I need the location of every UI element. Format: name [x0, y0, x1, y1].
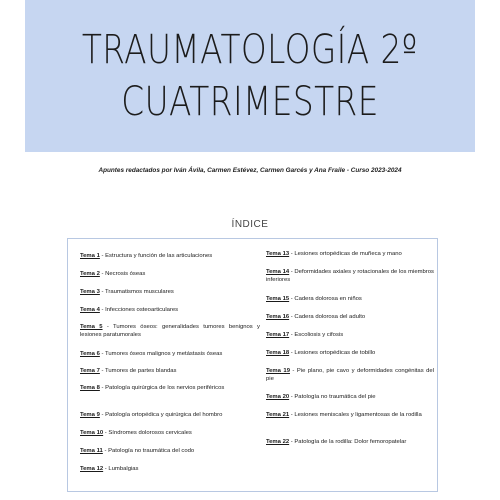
- toc-entry-link[interactable]: Tema 4: [80, 307, 100, 313]
- toc-entry-title: - Escoliosis y cifosis: [289, 332, 344, 338]
- toc-entry-tema-17[interactable]: [266, 331, 434, 339]
- toc-entry-link[interactable]: Tema 1: [80, 253, 100, 259]
- toc-entry-link[interactable]: Tema 12: [80, 466, 104, 472]
- toc-entry-tema-1[interactable]: [80, 252, 260, 260]
- title-banner: [25, 0, 475, 152]
- toc-entry-title: - Patología no traumática del pie: [289, 394, 376, 400]
- toc-entry-link[interactable]: Tema 6: [80, 351, 100, 357]
- toc-entry-title: - Patología no traumática del codo: [102, 448, 195, 454]
- toc-entry-link[interactable]: Tema 11: [80, 448, 103, 454]
- toc-entry-tema-6[interactable]: [80, 350, 260, 358]
- toc-entry-title: - Necrosis óseas: [99, 271, 146, 277]
- toc-entry-title: - Deformidades axiales y rotacionales de los miembros inferiores: [266, 269, 434, 284]
- toc-entry-tema-15[interactable]: [266, 295, 434, 303]
- toc-entry-title: - Patología de la rodilla: Dolor femoropatelar: [289, 439, 407, 445]
- toc-entry-link[interactable]: Tema 8: [80, 385, 100, 391]
- toc-entry-link[interactable]: Tema 15: [266, 296, 290, 302]
- toc-entry-title: - Lesiones ortopédicas de muñeca y mano: [289, 251, 402, 257]
- toc-entry-tema-10[interactable]: [80, 429, 260, 437]
- toc-entry-tema-2[interactable]: [80, 270, 260, 278]
- toc-entry-link[interactable]: Tema 3: [80, 289, 100, 295]
- toc-entry-title: - Tumores de partes blandas: [99, 368, 177, 374]
- toc-entry-title: - Pie plano, pie cavo y deformidades congénitas del pie: [266, 368, 434, 383]
- document-title-line2: CUATRIMESTRE: [121, 79, 379, 125]
- toc-entry-tema-19[interactable]: [266, 367, 434, 383]
- toc-entry-title: - Síndromes dolorosos cervicales: [103, 430, 192, 436]
- toc-entry-tema-8[interactable]: [80, 384, 260, 392]
- toc-entry-tema-3[interactable]: [80, 288, 260, 296]
- toc-entry-tema-18[interactable]: [266, 349, 434, 357]
- toc-entry-tema-14[interactable]: [266, 268, 434, 284]
- toc-entry-title: - Traumatismos musculares: [99, 289, 174, 295]
- toc-entry-tema-12[interactable]: [80, 465, 260, 473]
- toc-entry-title: - Infecciones osteoarticulares: [99, 307, 179, 313]
- toc-entry-link[interactable]: Tema 13: [266, 251, 290, 257]
- toc-entry-title: - Tumores óseos: generalidades tumores benignos y lesiones paratumorales: [80, 324, 260, 339]
- toc-entry-link[interactable]: Tema 5: [80, 324, 103, 330]
- toc-entry-title: - Patología ortopédica y quirúrgica del hombro: [99, 412, 223, 418]
- toc-entry-link[interactable]: Tema 19: [266, 368, 290, 374]
- toc-entry-tema-21[interactable]: [266, 411, 434, 419]
- authors-line: Apuntes redactados por Iván Ávila, Carmen Estévez, Carmen Garcés y Ana Fraile - Curso 2023-2024: [98, 167, 402, 174]
- toc-entry-title: - Cadera dolorosa del adulto: [289, 314, 366, 320]
- toc-entry-link[interactable]: Tema 22: [266, 439, 290, 445]
- toc-entry-title: - Cadera dolorosa en niños: [289, 296, 362, 302]
- toc-entry-link[interactable]: Tema 10: [80, 430, 104, 436]
- table-of-contents: [67, 238, 438, 492]
- index-heading: ÍNDICE: [231, 219, 269, 230]
- toc-entry-tema-7[interactable]: [80, 367, 260, 375]
- toc-entry-link[interactable]: Tema 7: [80, 368, 100, 374]
- toc-entry-title: - Estructura y función de las articulaciones: [99, 253, 213, 259]
- toc-entry-tema-16[interactable]: [266, 313, 434, 321]
- toc-entry-link[interactable]: Tema 18: [266, 350, 290, 356]
- toc-entry-title: - Lesiones ortopédicas de tobillo: [289, 350, 376, 356]
- toc-entry-tema-9[interactable]: [80, 411, 260, 419]
- toc-entry-title: - Tumores óseos malignos y metástasis óseas: [99, 351, 223, 357]
- toc-entry-link[interactable]: Tema 20: [266, 394, 290, 400]
- toc-entry-tema-22[interactable]: [266, 438, 434, 446]
- document-title-line1: TRAUMATOLOGÍA 2º: [82, 27, 418, 73]
- toc-entry-title: - Lumbalgias: [103, 466, 139, 472]
- toc-entry-title: - Patología quirúrgica de los nervios periféricos: [99, 385, 225, 391]
- toc-entry-link[interactable]: Tema 2: [80, 271, 100, 277]
- toc-entry-title: - Lesiones meniscales y ligamentosas de la rodilla: [289, 412, 422, 418]
- toc-entry-link[interactable]: Tema 14: [266, 269, 290, 275]
- toc-entry-tema-11[interactable]: [80, 447, 260, 455]
- toc-entry-link[interactable]: Tema 9: [80, 412, 100, 418]
- toc-entry-link[interactable]: Tema 16: [266, 314, 290, 320]
- toc-entry-link[interactable]: Tema 17: [266, 332, 290, 338]
- toc-entry-tema-4[interactable]: [80, 306, 260, 314]
- toc-entry-tema-20[interactable]: [266, 393, 434, 401]
- toc-entry-link[interactable]: Tema 21: [266, 412, 290, 418]
- toc-entry-tema-13[interactable]: [266, 250, 434, 258]
- toc-entry-tema-5[interactable]: [80, 323, 260, 339]
